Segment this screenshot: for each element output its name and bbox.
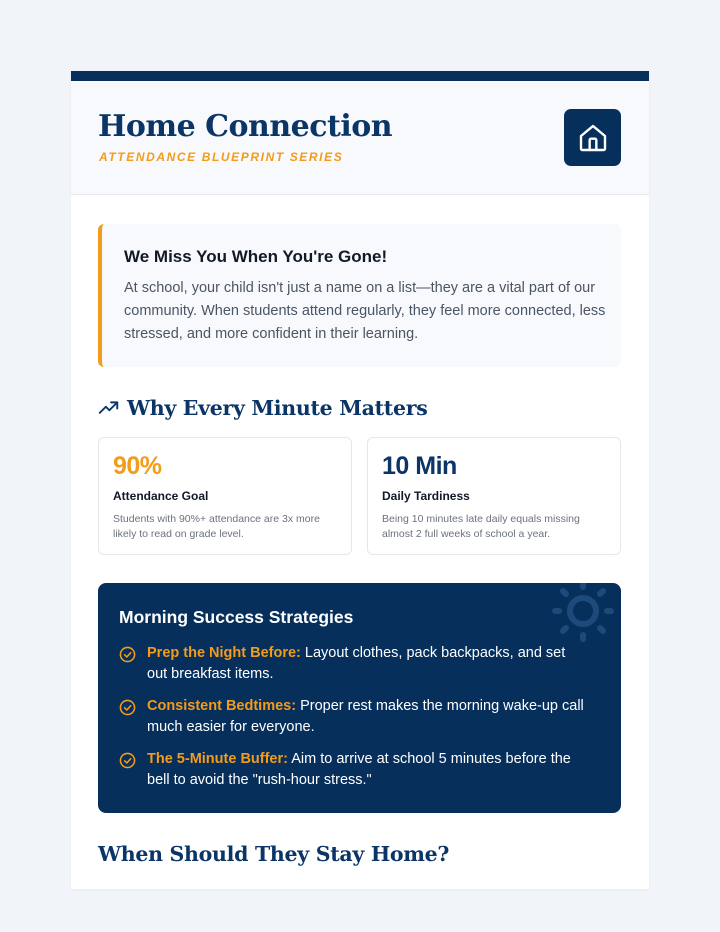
why-section-title: Why Every Minute Matters <box>127 396 428 420</box>
miss-you-callout <box>98 224 621 367</box>
strategy-highlight: Consistent Bedtimes: <box>147 698 297 714</box>
why-section-heading <box>98 396 427 420</box>
stat-card-daily-tardiness <box>367 437 621 555</box>
stat-value: 90% <box>113 452 162 480</box>
page-title: Home Connection <box>98 109 393 144</box>
home-icon <box>577 122 609 154</box>
stat-label: Daily Tardiness <box>382 489 470 503</box>
morning-strategies-panel <box>98 583 621 813</box>
check-circle-icon <box>119 752 136 769</box>
strategy-item <box>119 643 589 685</box>
callout-heading: We Miss You When You're Gone! <box>124 247 388 266</box>
strategy-item <box>119 749 589 791</box>
strategy-text: Aim to arrive at school 5 minutes before the bell to avoid the "rush-hour stress." <box>147 751 571 788</box>
strategy-highlight: Prep the Night Before: <box>147 645 301 661</box>
callout-body: At school, your child isn't just a name on a list—they are a vital part of our community. When students attend regularly, they feel more connected, less stressed, and more confident in their learning. <box>124 280 606 342</box>
strategies-title: Morning Success Strategies <box>119 607 354 627</box>
newsletter-page <box>71 71 649 889</box>
strategy-highlight: The 5-Minute Buffer: <box>147 751 288 767</box>
home-badge <box>564 109 621 166</box>
page-subtitle: ATTENDANCE BLUEPRINT SERIES <box>99 150 344 164</box>
strategy-text: Layout clothes, pack backpacks, and set out breakfast items. <box>147 645 566 682</box>
stay-home-heading: When Should They Stay Home? <box>98 842 450 866</box>
stat-value: 10 Min <box>382 452 457 480</box>
strategy-item <box>119 696 589 738</box>
strategy-text: Proper rest makes the morning wake-up call much easier for everyone. <box>147 698 584 735</box>
trending-up-icon <box>98 398 119 419</box>
check-circle-icon <box>119 699 136 716</box>
stat-label: Attendance Goal <box>113 489 209 503</box>
stat-description: Students with 90%+ attendance are 3x more likely to read on grade level. <box>113 513 320 540</box>
header <box>71 81 649 195</box>
stat-card-attendance-goal <box>98 437 352 555</box>
check-circle-icon <box>119 646 136 663</box>
stat-description: Being 10 minutes late daily equals missing almost 2 full weeks of school a year. <box>382 513 580 540</box>
